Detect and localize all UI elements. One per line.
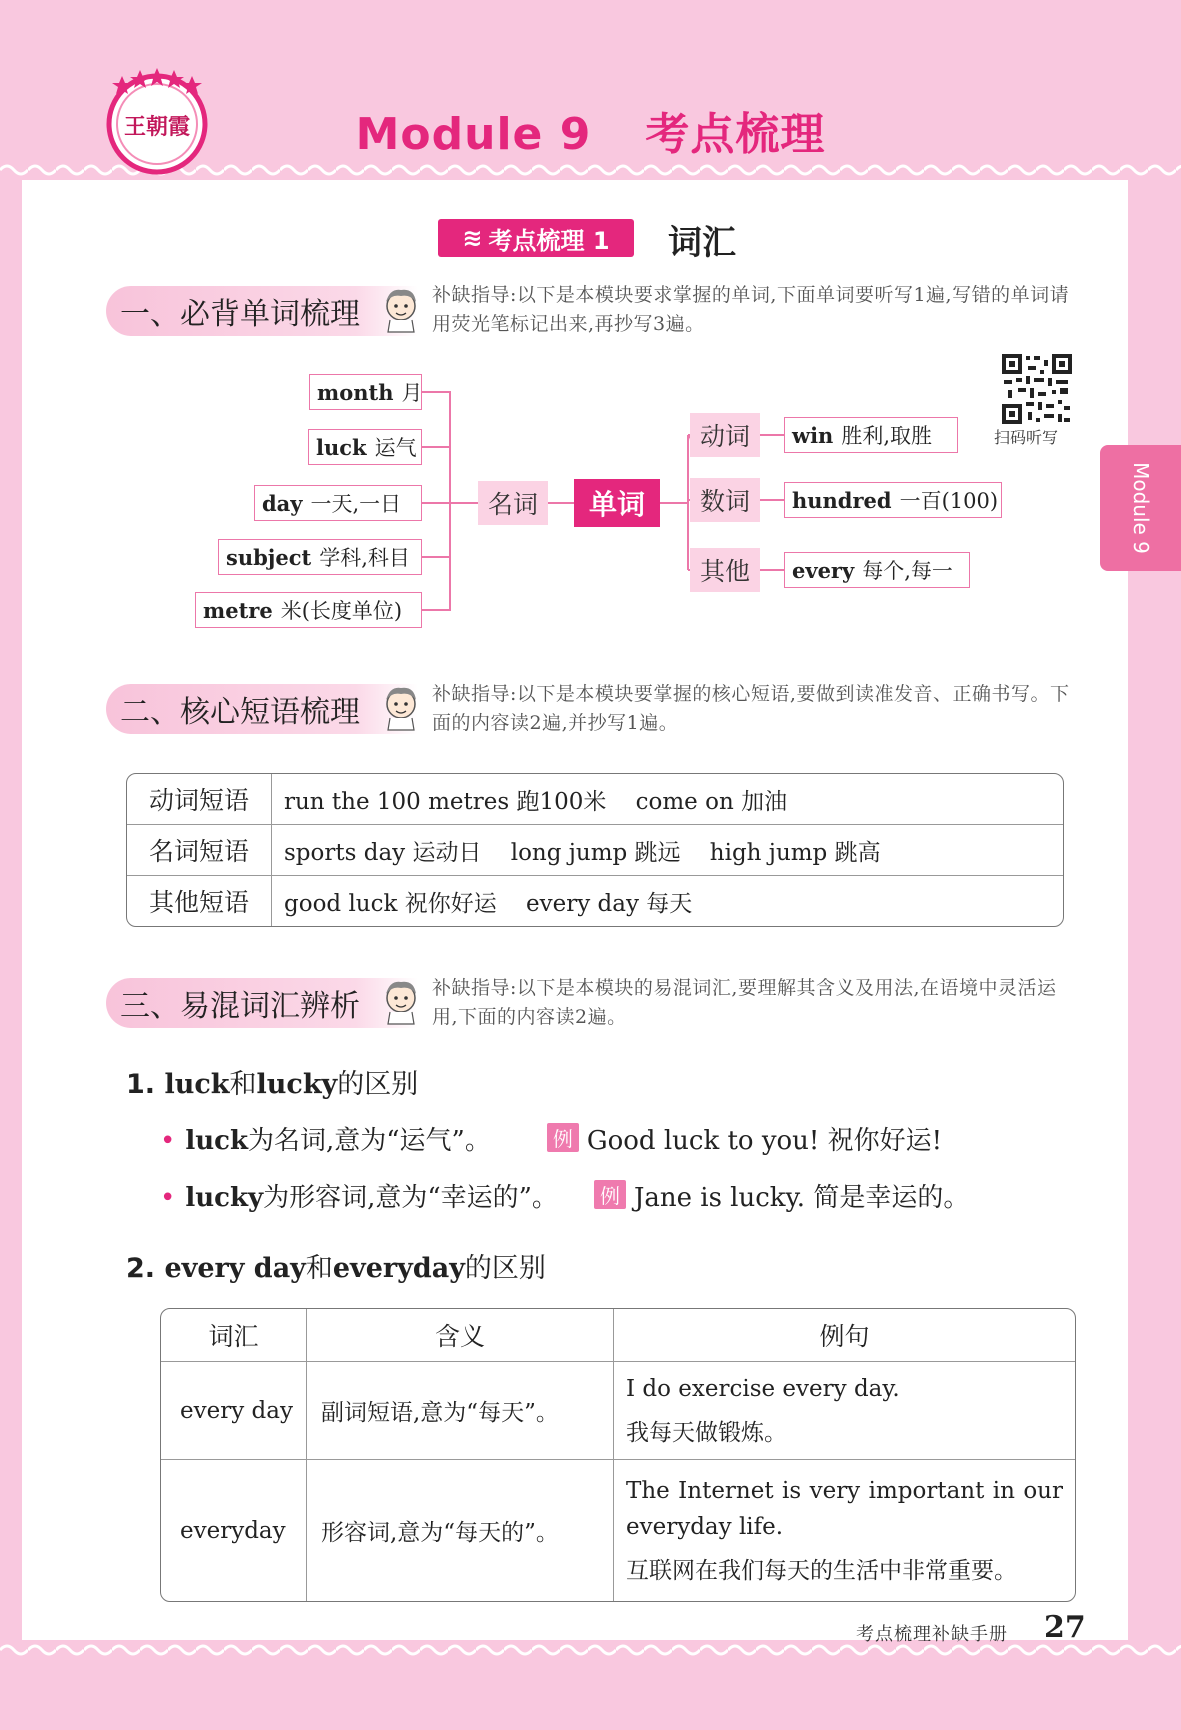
word-en: hundred [792,487,892,513]
word-cn: 运气 [374,436,417,460]
word-box-luck [308,429,422,465]
word-box-subject [218,539,422,575]
word-box-month [309,374,422,410]
row-label: 动词短语 [127,774,272,824]
side-tab-label: Module 9 [1128,462,1153,554]
bullet-example: Jane is lucky. 简是幸运的。 [633,1183,970,1213]
word-en: win [792,422,834,448]
cell-example [614,1362,1076,1460]
example-tag: 例 [547,1123,579,1152]
category-other: 其他 [690,548,760,592]
table-row [161,1362,1075,1460]
svg-text:王朝霞: 王朝霞 [123,114,191,140]
part1-hint: 补缺指导:以下是本模块要求掌握的单词,下面单词要听写1遍,写错的单词请用荧光笔标记出来,再抄写3遍。 [432,284,1070,335]
word-cn: 一百(100) [899,489,999,513]
category-numeral: 数词 [690,478,760,522]
col-header-word: 词汇 [161,1309,307,1362]
comparison-table [160,1308,1076,1602]
item-word-b: everyday [332,1253,465,1284]
title-module: Module 9 [355,109,592,160]
cell-word: everyday [161,1460,307,1602]
item-word-a: every day [164,1253,306,1284]
part2-heading: 二、核心短语梳理 [106,684,418,734]
bullet-luck [160,1120,942,1157]
mindmap-connectors [0,0,1181,700]
bullet-dot-icon: • [160,1126,176,1156]
word-en: every [792,557,855,583]
part1-heading: 一、必背单词梳理 [106,286,418,336]
word-cn: 月 [401,381,423,405]
row-label: 其他短语 [127,876,272,926]
page-number: 27 [1044,1610,1086,1645]
row-content: good luck 祝你好运 every day 每天 [284,890,693,917]
example-cn: 互联网在我们每天的生活中非常重要。 [626,1557,1017,1584]
mindmap-center: 单词 [574,479,660,527]
title-cn: 考点梳理 [645,109,826,160]
row-label: 名词短语 [127,825,272,875]
cartoon-kid-icon [378,682,424,732]
bullet-word: lucky [185,1183,264,1213]
qr-caption: 扫码听写 [994,428,1059,447]
part3-hint: 补缺指导:以下是本模块的易混词汇,要理解其含义及用法,在语境中灵活运用,下面的内容读2遍。 [432,977,1057,1028]
word-cn: 每个,每一 [862,559,953,583]
section-badge-label: 考点梳理 1 [488,226,610,255]
item-number: 2. [126,1253,156,1284]
table-row [127,875,1063,926]
word-en: month [317,379,394,405]
example-tag: 例 [594,1180,626,1209]
item-suffix: 的区别 [337,1069,419,1100]
cell-meaning: 副词短语,意为“每天”。 [307,1362,614,1460]
example-en: The Internet is very important in our everyday life. [626,1477,1063,1540]
cell-word: every day [161,1362,307,1460]
category-verb: 动词 [690,413,760,457]
item-word-a: luck [164,1069,230,1100]
example-cn: 我每天做锻炼。 [626,1419,787,1446]
word-cn: 米(长度单位) [280,599,403,623]
item2-title [126,1246,546,1285]
row-content: sports day 运动日 long jump 跳远 high jump 跳高 [284,839,881,866]
wave-icon: ≋ [462,224,483,252]
cell-meaning: 形容词,意为“每天的”。 [307,1460,614,1602]
word-cn: 学科,科目 [319,546,410,570]
part3-heading: 三、易混词汇辨析 [106,978,418,1028]
table-row [127,824,1063,875]
col-header-example: 例句 [614,1309,1076,1362]
bullet-word: luck [185,1126,248,1156]
bullet-desc: 为名词,意为“运气”。 [247,1126,491,1156]
bullet-desc: 为形容词,意为“幸运的”。 [263,1183,558,1213]
bullet-lucky [160,1177,969,1214]
word-box-win [784,417,958,453]
footer-text: 考点梳理补缺手册 [856,1624,1008,1645]
word-box-hundred [784,482,1002,518]
bullet-dot-icon: • [160,1183,176,1213]
table-row [161,1460,1075,1602]
cell-example [614,1460,1076,1602]
item-conj: 和 [229,1069,257,1100]
word-cn: 胜利,取胜 [841,424,933,448]
table-header-row [161,1309,1075,1362]
word-en: luck [316,434,367,460]
word-cn: 一天,一日 [310,492,402,516]
item-suffix: 的区别 [464,1253,546,1284]
section-title: 词汇 [668,223,736,263]
cartoon-kid-icon [378,976,424,1026]
row-content: run the 100 metres 跑100米 come on 加油 [284,788,788,815]
word-en: metre [203,597,273,623]
item1-title [126,1062,418,1101]
word-box-metre [195,592,422,628]
word-box-every [784,552,970,588]
item-word-b: lucky [256,1069,338,1100]
phrase-table [126,773,1064,927]
part2-hint: 补缺指导:以下是本模块要掌握的核心短语,要做到读准发音、正确书写。下面的内容读2遍,并抄写1遍。 [432,683,1070,734]
example-en: I do exercise every day. [626,1375,900,1402]
word-en: subject [226,544,312,570]
bullet-example: Good luck to you! 祝你好运! [586,1126,943,1156]
word-box-day [254,485,422,521]
item-conj: 和 [305,1253,333,1284]
category-noun: 名词 [478,481,548,525]
table-row [127,774,1063,824]
col-header-meaning: 含义 [307,1309,614,1362]
item-number: 1. [126,1069,156,1100]
word-en: day [262,490,303,516]
